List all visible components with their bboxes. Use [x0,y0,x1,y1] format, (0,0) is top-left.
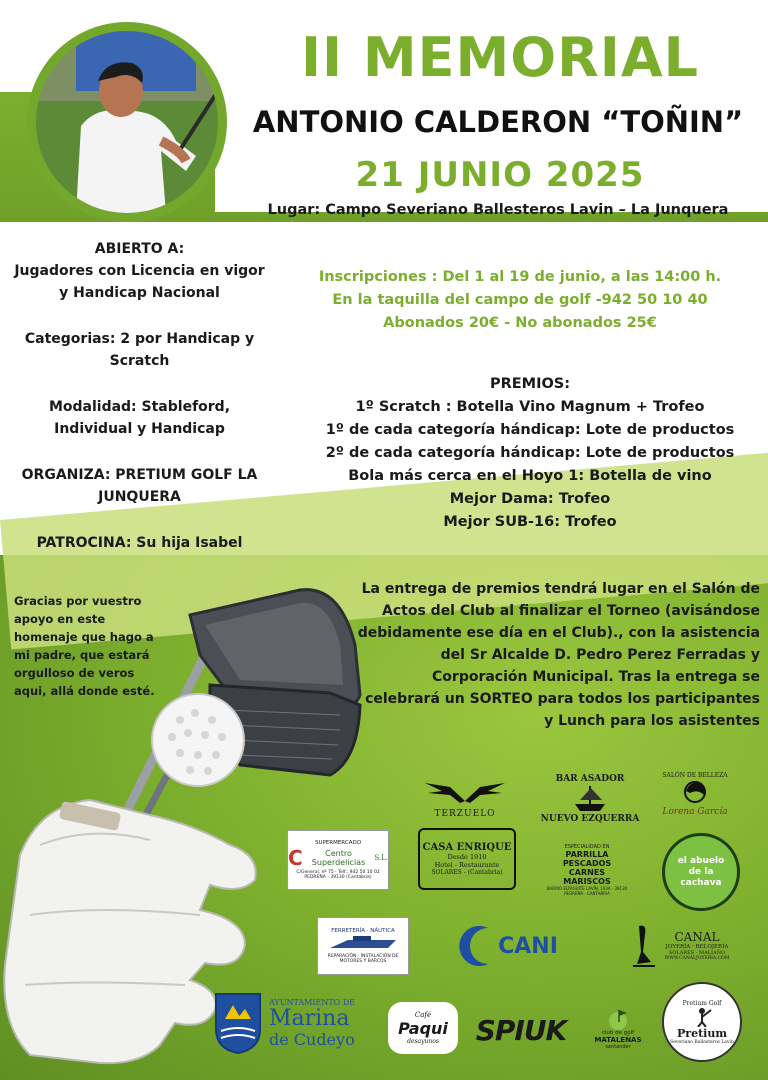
super-sl: S.L. [374,854,388,862]
prize-item: 1º de cada categoría hándicap: Lote de productos [325,422,735,438]
abierto-block [12,238,267,304]
paqui-sub: desayunos [407,1038,439,1045]
honoree-name: ANTONIO CALDERON “TOÑIN” [252,105,744,139]
golf-flag-icon [605,1008,631,1030]
sponsor-terzuelo [412,775,518,823]
salon-name: Lorena García [662,806,728,817]
sponsor-spiuk [462,1012,580,1048]
spiuk-label: SPIUK [475,1013,567,1047]
super-city: PEDREÑA - 39130 (Cantabria) [304,875,372,880]
categorias-text: Categorias: 2 por Handicap y Scratch [24,331,255,369]
parrilla-2: PESCADOS [562,859,612,868]
terzuelo-label: TERZUELO [434,809,496,819]
ferreteria-top: FERRETERÍA · NÁUTICA [331,928,395,934]
crescent-moon-icon [458,924,498,968]
event-date: 21 JUNIO 2025 [355,155,645,195]
parrilla-3: CARNES [568,868,606,877]
sponsor-canal [614,915,744,975]
sponsor-parrilla [546,836,628,904]
patrocina-text: PATROCINA: Su hija Isabel [36,535,243,551]
bar-asador-top: BAR ASADOR [555,774,625,784]
golfer-swing-icon [689,1007,715,1027]
parrilla-top: ESPECIALIDAD EN [564,844,610,850]
registration-line-1: Inscripciones : Del 1 al 19 de junio, a las 14:00 h. [318,269,722,285]
ayto-name1: Marina [268,1005,350,1031]
event-details [12,238,267,578]
pretium-center: Pretium [677,1026,727,1040]
eagle-icon [420,779,510,809]
ship-icon [570,784,610,814]
canal-sub: JOYERÍA · RELOJERÍA [665,943,729,950]
registration-line-3: Abonados 20€ - No abonados 25€ [383,315,657,331]
organiza-text: ORGANIZA: PRETIUM GOLF LA JUNQUERA [21,467,258,505]
paqui-name: Paqui [398,1019,448,1038]
abierto-title: ABIERTO A: [94,241,185,257]
parrilla-4: MARISCOS [563,877,611,886]
thanks-note: Gracias por vuestro apoyo en este homenaje que hago a mi padre, que estará orgulloso de veros aqui, allá donde esté. [14,594,155,698]
sponsor-pretium [662,982,742,1062]
prize-item: Mejor Dama: Trofeo [449,491,611,507]
awards-ceremony-text: La entrega de premios tendrá lugar en el Salón de Actos del Club al finalizar el Torneo (avisándose debidamente ese día en el Club)., con la asistencia del Sr Alcalde D. Pedro Perez Ferradas y Corporación Municipal. Tras la entrega se celebrará un SORTEO para todos los participantes y Lunch para los asistentes [357,581,760,729]
sponsor-ferreteria [317,917,409,975]
pretium-ring-top: Pretium Golf [682,999,722,1007]
paqui-top: Café [414,1011,432,1019]
sponsor-bar-asador [540,765,640,833]
coat-of-arms-icon [213,991,263,1055]
casa-enrique-type: Hotel - Restaurante [434,861,500,869]
woman-profile-icon [680,779,710,807]
super-addr: C/General, nº 75 · Telf.: 942 50 10 02 [296,870,380,875]
parrilla-1: PARRILLA [565,850,609,859]
canal-city: SOLARES · MALIAÑO [668,949,726,956]
prize-item: Mejor SUB-16: Trofeo [443,514,617,530]
registration-info [280,266,760,335]
super-c-letter-icon: C [288,846,303,870]
event-venue: Lugar: Campo Severiano Ballesteros Lavin – La Junquera [267,202,729,218]
sponsor-cafe-paqui [388,1002,458,1054]
sponsor-supermercado [287,830,389,890]
event-title: II MEMORIAL [300,26,700,89]
cani-label: CANI [498,933,558,959]
matalenas-2: MATALEÑAS [594,1036,642,1044]
canal-web: WWW.CANALJOYERIA.COM [664,955,730,961]
casa-enrique-name: CASA ENRIQUE [422,842,512,853]
abierto-text: Jugadores con Licencia en vigor y Handicap Nacional [14,263,265,301]
ayto-top: AYUNTAMIENTO DE [268,997,356,1007]
super-top: SUPERMERCADO [314,840,362,846]
registration-line-2: En la taquilla del campo de golf -942 50 10 40 [332,292,708,308]
matalenas-3: santander [605,1044,631,1050]
sponsor-salon-belleza [650,762,740,826]
super-name: Centro Superdelicias [311,849,366,867]
sponsor-cani [448,920,568,972]
canal-name: CANAL [674,929,720,944]
casa-enrique-since: Desde 1910 [447,853,487,861]
sponsor-matalenas [588,1000,648,1058]
prize-item: Bola más cerca en el Hoyo 1: Botella de vino [348,468,712,484]
heron-icon [629,922,659,968]
sponsor-casa-enrique [418,828,516,890]
matalenas-1: club de golf [601,1030,635,1036]
prizes-list [280,373,768,534]
prize-item: 2º de cada categoría hándicap: Lote de productos [325,445,735,461]
bar-asador-bottom: NUEVO EZQUERRA [540,814,640,824]
salon-top: SALÓN DE BELLEZA [662,771,728,779]
abuelo-label: el abuelo de la cachava [677,855,725,888]
parrilla-addr: BARRIO EIZAGUITE LAVÍN, 103A · 39130 PEDREÑA · CANTABRIA [546,886,628,896]
pretium-ring-bottom: Severiano Ballesteros Lavín [670,1039,734,1045]
portrait-photo [36,31,218,213]
modalidad-text: Modalidad: Stableford, Individual y Handicap [48,399,231,437]
prizes-title: PREMIOS: [489,376,571,392]
prize-item: 1º Scratch : Botella Vino Magnum + Trofeo [355,399,705,415]
sponsor-el-abuelo [662,833,740,911]
casa-enrique-city: SOLARES - (Cantabria) [431,869,503,876]
ferreteria-sub: REPARACIÓN · INSTALACIÓN DE MOTORES Y BARCOS [327,954,399,964]
sponsor-ayuntamiento [196,988,372,1058]
boat-icon [328,934,398,954]
ayto-name2: de Cudeyo [268,1029,355,1049]
